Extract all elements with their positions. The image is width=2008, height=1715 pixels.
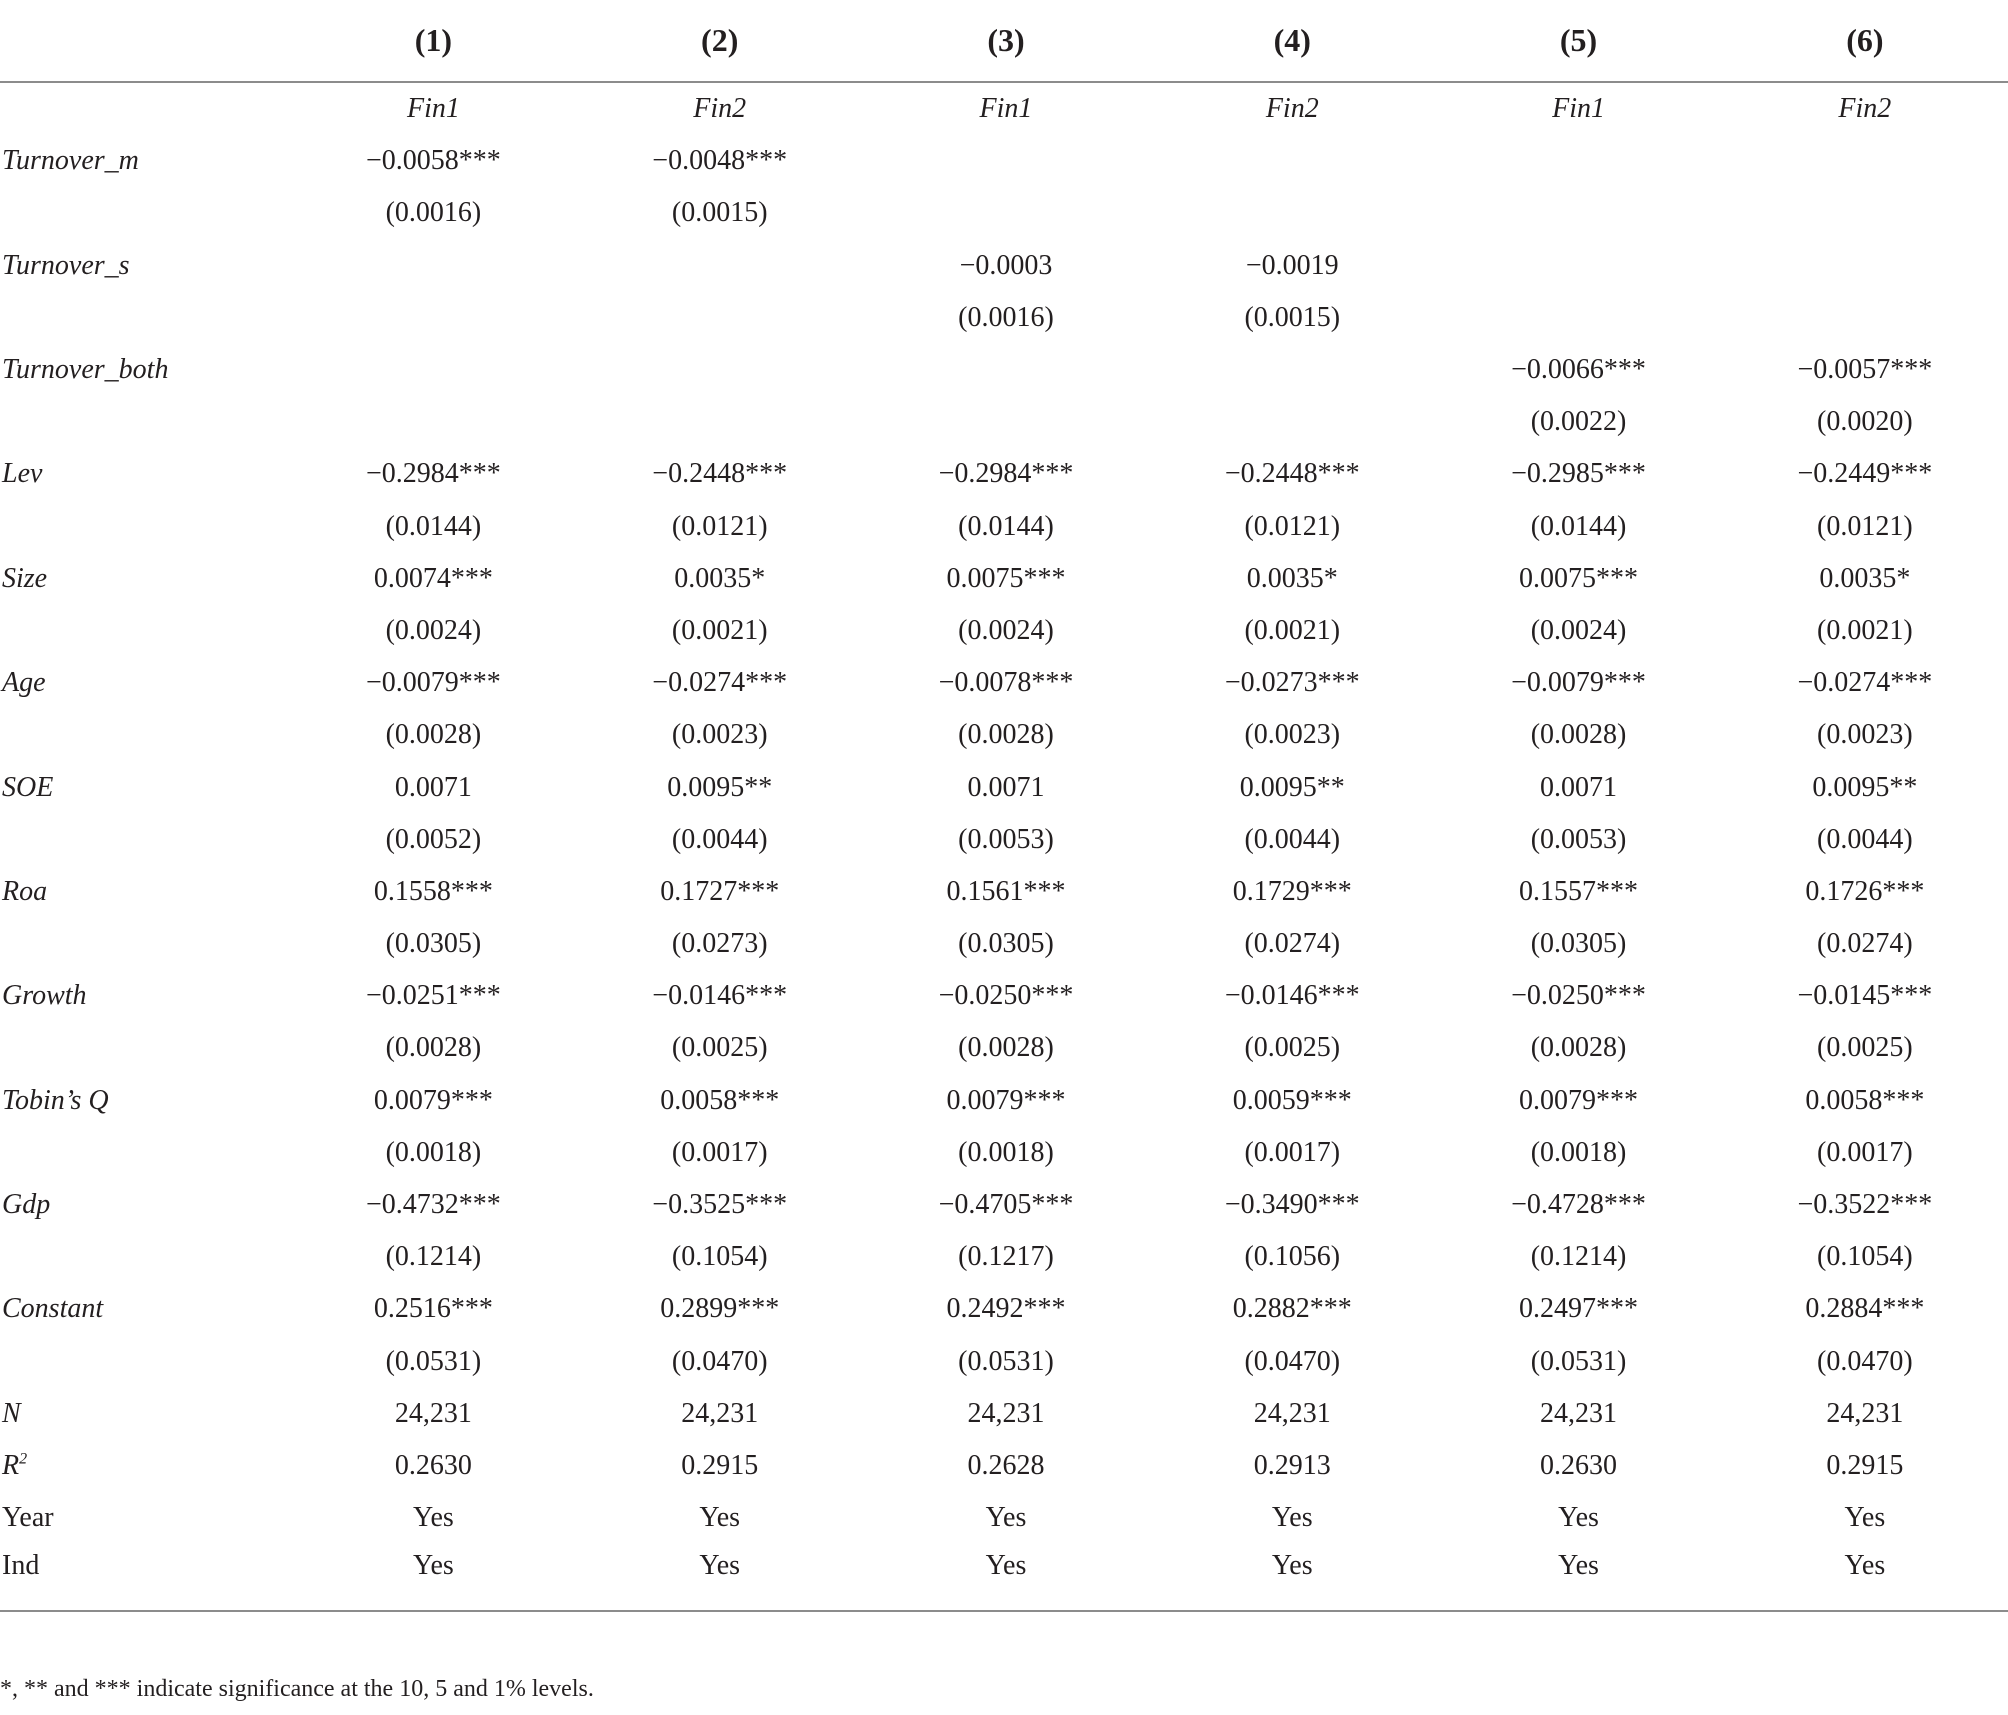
table-cell: −0.0079*** [1511, 667, 1646, 699]
table-cell: 0.0095** [1239, 771, 1345, 803]
table-cell: 0.0071 [967, 771, 1045, 803]
table-cell: −0.0273*** [1224, 667, 1360, 699]
table-cell: (0.0028) [1530, 719, 1627, 751]
table-cell: 0.0071 [1540, 771, 1618, 803]
table-cell: −0.2449*** [1797, 458, 1933, 490]
table-cell: Yes [1722, 1544, 2008, 1611]
row-label [0, 240, 290, 292]
table-row [0, 1440, 2008, 1492]
table-cell: 0.2630 [1540, 1449, 1618, 1481]
table-cell: (0.0121) [1817, 510, 1913, 542]
row-label [0, 866, 290, 918]
table-cell: Yes [1844, 1502, 1886, 1534]
table-cell: −0.3522*** [1797, 1189, 1933, 1221]
table-cell: −0.4705*** [938, 1189, 1074, 1221]
table-cell [1722, 292, 2008, 344]
table-cell: (0.0023) [671, 719, 768, 751]
table-cell: (0.0305) [1530, 928, 1627, 960]
std-error-row [0, 1336, 2008, 1388]
table-cell: (0.0023) [1244, 719, 1341, 751]
table-row [0, 1492, 2008, 1544]
row-label [0, 344, 290, 396]
table-cell: −0.0146*** [652, 980, 788, 1012]
table-cell: (0.0470) [1817, 1345, 1913, 1377]
table-cell: 0.2497*** [1519, 1293, 1639, 1325]
table-cell: (0.0020) [1817, 406, 1913, 438]
row-label-text: Ind [2, 1550, 40, 1582]
table-cell: −0.2448*** [652, 458, 788, 490]
table-row [0, 240, 2008, 292]
row-label-text: N [2, 1397, 21, 1429]
table-cell: 24,231 [681, 1397, 759, 1429]
column-header-row [0, 0, 2008, 82]
row-label [0, 814, 290, 866]
table-cell: (0.0017) [1244, 1136, 1341, 1168]
table-cell [577, 396, 863, 448]
table-cell: −0.0251*** [366, 980, 501, 1012]
std-error-row [0, 1127, 2008, 1179]
table-cell [1149, 396, 1435, 448]
table-cell: (0.0021) [671, 614, 768, 646]
table-row [0, 448, 2008, 500]
table-cell: 0.0059*** [1232, 1084, 1352, 1116]
table-cell [1435, 292, 1721, 344]
table-cell: 0.0058*** [1805, 1084, 1925, 1116]
row-label [0, 448, 290, 500]
table-cell: −0.0057*** [1797, 354, 1933, 386]
table-cell: −0.0145*** [1797, 980, 1933, 1012]
table-cell: Yes [699, 1502, 741, 1534]
row-label [0, 1283, 290, 1335]
table-cell: (0.1054) [671, 1241, 768, 1273]
table-cell: Yes [985, 1502, 1027, 1534]
std-error-row [0, 1022, 2008, 1074]
table-cell: (0.0028) [385, 719, 482, 751]
table-cell: (0.0017) [671, 1136, 768, 1168]
table-cell: −0.0048*** [652, 145, 788, 177]
column-header: (4) [1149, 0, 1435, 82]
row-label-text: Age [2, 667, 46, 699]
std-error-row [0, 1231, 2008, 1283]
column-header: (5) [1435, 0, 1721, 82]
table-cell [1435, 135, 1721, 187]
table-cell: (0.0025) [671, 1032, 768, 1064]
table-cell: 0.0095** [667, 771, 773, 803]
table-footnote: *, ** and *** indicate significance at the 10, 5 and 1% levels. [0, 1676, 594, 1702]
table-cell: Yes [1271, 1502, 1313, 1534]
row-label [0, 918, 290, 970]
table-cell: (0.0053) [958, 823, 1054, 855]
table-cell: (0.0028) [958, 719, 1054, 751]
table-cell: (0.0025) [1817, 1032, 1913, 1064]
table-cell: 0.2492*** [946, 1293, 1066, 1325]
row-label-text: R [2, 1449, 20, 1481]
table-cell: 0.0058*** [660, 1084, 780, 1116]
table-cell: 24,231 [1540, 1397, 1618, 1429]
table-cell: 0.0079*** [1519, 1084, 1639, 1116]
table-cell [290, 240, 576, 292]
table-cell: (0.0017) [1817, 1136, 1913, 1168]
row-label [0, 1179, 290, 1231]
table-cell: (0.0044) [1817, 823, 1913, 855]
table-cell: −0.0019 [1245, 249, 1339, 281]
table-cell: (0.0021) [1244, 614, 1341, 646]
row-label [0, 135, 290, 187]
table-cell: 0.0075*** [946, 562, 1066, 594]
dependent-var: Fin1 [406, 93, 460, 125]
table-cell: (0.0274) [1244, 928, 1341, 960]
table-body [0, 82, 2008, 1611]
table-cell: (0.0024) [1530, 614, 1627, 646]
table-row [0, 761, 2008, 813]
dependent-var: Fin2 [1838, 93, 1892, 125]
table-cell: −0.0058*** [366, 145, 501, 177]
std-error-row [0, 187, 2008, 239]
table-row [0, 866, 2008, 918]
dependent-var: Fin1 [1552, 93, 1605, 125]
table-cell: −0.2448*** [1224, 458, 1360, 490]
row-label-superscript: 2 [19, 1450, 28, 1468]
table-cell: −0.0003 [959, 249, 1053, 281]
column-header: (2) [577, 0, 863, 82]
table-cell: 0.1557*** [1519, 875, 1639, 907]
row-label [0, 761, 290, 813]
row-label [0, 970, 290, 1022]
table-cell: −0.0250*** [1511, 980, 1646, 1012]
table-cell: (0.0016) [958, 301, 1054, 333]
table-cell: −0.0078*** [938, 667, 1074, 699]
table-cell: (0.0044) [1244, 823, 1341, 855]
table-cell: (0.0021) [1817, 614, 1913, 646]
table-cell: (0.0053) [1530, 823, 1627, 855]
table-cell: (0.0024) [385, 614, 482, 646]
table-cell: −0.0066*** [1511, 354, 1646, 386]
row-label-text: Turnover_m [2, 145, 139, 177]
table-cell: (0.0015) [671, 197, 768, 229]
table-cell: (0.0121) [1244, 510, 1341, 542]
table-cell: 24,231 [967, 1397, 1045, 1429]
table-cell: (0.0028) [1530, 1032, 1627, 1064]
dependent-var-label [0, 82, 290, 135]
table-cell: 0.0071 [394, 771, 472, 803]
row-label-text: Year [2, 1502, 54, 1534]
table-cell: 0.1729*** [1232, 875, 1352, 907]
row-label-text: Turnover_both [2, 354, 169, 386]
table-cell [1722, 187, 2008, 239]
table-cell: 0.2913 [1253, 1449, 1331, 1481]
table-cell: −0.0274*** [1797, 667, 1933, 699]
table-cell: 0.0035* [1819, 562, 1911, 594]
table-cell: 0.2915 [681, 1449, 759, 1481]
table-cell [290, 396, 576, 448]
table-cell: 0.0079*** [946, 1084, 1066, 1116]
table-cell: (0.1217) [958, 1241, 1054, 1273]
column-header: (3) [863, 0, 1149, 82]
table-cell: Yes [1149, 1544, 1435, 1611]
std-error-row [0, 396, 2008, 448]
table-cell: 0.0035* [674, 562, 766, 594]
std-error-row [0, 709, 2008, 761]
row-label [0, 1075, 290, 1127]
table-cell: −0.3490*** [1224, 1189, 1360, 1221]
table-cell: 24,231 [1253, 1397, 1331, 1429]
dependent-var: Fin1 [979, 93, 1033, 125]
table-cell: 0.1727*** [660, 875, 780, 907]
table-cell: (0.0144) [385, 510, 482, 542]
table-row [0, 657, 2008, 709]
table-cell: (0.0144) [958, 510, 1054, 542]
table-cell: Yes [413, 1502, 454, 1534]
table-cell [577, 240, 863, 292]
row-label [0, 292, 290, 344]
table-cell: (0.0025) [1244, 1032, 1341, 1064]
table-cell [577, 292, 863, 344]
table-cell: (0.0144) [1530, 510, 1627, 542]
table-cell: 0.2884*** [1805, 1293, 1925, 1325]
table-cell: (0.0018) [1530, 1136, 1627, 1168]
table-cell: (0.0531) [1530, 1345, 1627, 1377]
table-cell: (0.1214) [385, 1241, 482, 1273]
table-cell: (0.0016) [385, 197, 482, 229]
row-label [0, 1492, 290, 1544]
table-cell: (0.0121) [671, 510, 768, 542]
table-cell: −0.0079*** [366, 667, 501, 699]
row-label-text: Turnover_s [2, 249, 130, 281]
table-row [0, 1075, 2008, 1127]
table-cell [290, 292, 576, 344]
row-label-text: Lev [2, 458, 43, 490]
std-error-row [0, 918, 2008, 970]
table-cell: Yes [1558, 1502, 1599, 1534]
table-cell [1722, 240, 2008, 292]
table-cell: (0.0470) [1244, 1345, 1341, 1377]
table-cell: 0.0035* [1246, 562, 1338, 594]
row-label [0, 1388, 290, 1440]
table-cell: −0.0274*** [652, 667, 788, 699]
std-error-row [0, 292, 2008, 344]
table-cell: (0.0273) [671, 928, 768, 960]
table-cell [1435, 187, 1721, 239]
table-cell [1149, 344, 1435, 396]
row-label-text: Growth [2, 980, 87, 1012]
table-cell: (0.0028) [958, 1032, 1054, 1064]
table-row [0, 970, 2008, 1022]
table-cell: −0.4728*** [1511, 1189, 1646, 1221]
table-row [0, 1544, 2008, 1611]
table-cell: (0.0531) [385, 1345, 482, 1377]
row-label-text: Tobin’s Q [2, 1084, 109, 1116]
table-cell: 0.0075*** [1519, 562, 1639, 594]
table-row [0, 1179, 2008, 1231]
table-cell: 24,231 [1826, 1397, 1904, 1429]
std-error-row [0, 814, 2008, 866]
row-label-text: Gdp [2, 1189, 51, 1221]
std-error-row [0, 605, 2008, 657]
table-cell: (0.1214) [1530, 1241, 1627, 1273]
table-cell [290, 344, 576, 396]
table-row [0, 135, 2008, 187]
table-cell: (0.1056) [1244, 1241, 1341, 1273]
table-cell [863, 344, 1149, 396]
table-cell: (0.0023) [1817, 719, 1913, 751]
table-cell: (0.0531) [958, 1345, 1054, 1377]
table-cell: (0.0028) [385, 1032, 482, 1064]
table-row [0, 344, 2008, 396]
table-cell: (0.0044) [671, 823, 768, 855]
table-cell: 0.2882*** [1232, 1293, 1352, 1325]
table-cell: (0.0274) [1817, 928, 1913, 960]
row-label [0, 553, 290, 605]
table-cell: Yes [1435, 1544, 1721, 1611]
table-cell: (0.0305) [958, 928, 1054, 960]
column-header: (6) [1722, 0, 2008, 82]
table-cell: −0.3525*** [652, 1189, 788, 1221]
row-label [0, 1022, 290, 1074]
table-cell: (0.0018) [958, 1136, 1054, 1168]
table-cell [1722, 135, 2008, 187]
dependent-var: Fin2 [1265, 93, 1319, 125]
table-cell: 0.1726*** [1805, 875, 1925, 907]
table-cell: −0.2984*** [366, 458, 501, 490]
table-cell: 0.2915 [1826, 1449, 1904, 1481]
table-cell: 0.1561*** [946, 875, 1066, 907]
row-label-text: Size [2, 562, 48, 594]
table-cell: (0.0015) [1244, 301, 1341, 333]
table-cell: −0.0250*** [938, 980, 1074, 1012]
dependent-var: Fin2 [693, 93, 747, 125]
table-cell: −0.2984*** [938, 458, 1074, 490]
table-cell: (0.0052) [385, 823, 482, 855]
table-row [0, 1388, 2008, 1440]
table-row [0, 1283, 2008, 1335]
row-label [0, 605, 290, 657]
table-cell: Yes [290, 1544, 576, 1611]
row-label-text: Roa [2, 875, 48, 907]
table-cell [1149, 187, 1435, 239]
table-cell [577, 344, 863, 396]
table-cell: (0.0305) [385, 928, 482, 960]
row-label [0, 1544, 290, 1611]
table-cell [1149, 135, 1435, 187]
row-label [0, 657, 290, 709]
table-cell [863, 187, 1149, 239]
table-cell: (0.0022) [1530, 406, 1627, 438]
row-label [0, 1127, 290, 1179]
row-label [0, 501, 290, 553]
table-cell: 0.0079*** [373, 1084, 493, 1116]
std-error-row [0, 501, 2008, 553]
row-label [0, 187, 290, 239]
table-cell: 0.0074*** [373, 562, 493, 594]
row-label [0, 709, 290, 761]
table-cell: 0.2628 [967, 1449, 1045, 1481]
table-cell: 0.2516*** [373, 1293, 493, 1325]
table-cell: (0.0470) [671, 1345, 768, 1377]
row-label-text: SOE [2, 771, 54, 803]
table-cell [863, 135, 1149, 187]
table-cell: (0.1054) [1817, 1241, 1913, 1273]
row-label [0, 396, 290, 448]
table-cell: Yes [577, 1544, 863, 1611]
table-cell [1435, 240, 1721, 292]
table-cell: 0.2899*** [660, 1293, 780, 1325]
table-cell: 0.1558*** [373, 875, 493, 907]
table-cell: (0.0018) [385, 1136, 482, 1168]
row-label [0, 1336, 290, 1388]
table-cell: −0.4732*** [366, 1189, 501, 1221]
table-cell: 0.2630 [394, 1449, 472, 1481]
column-header: (1) [290, 0, 576, 82]
row-label [0, 1231, 290, 1283]
table-cell: −0.2985*** [1511, 458, 1646, 490]
table-cell: 24,231 [394, 1397, 472, 1429]
dependent-var-row [0, 82, 2008, 135]
row-label-text: Constant [2, 1293, 104, 1325]
table-row [0, 553, 2008, 605]
row-label [0, 1440, 290, 1492]
header-corner [0, 0, 290, 82]
table-cell: −0.0146*** [1224, 980, 1360, 1012]
table-cell: (0.0024) [958, 614, 1054, 646]
table-cell [863, 396, 1149, 448]
table-cell: 0.0095** [1812, 771, 1918, 803]
table-cell: Yes [863, 1544, 1149, 1611]
